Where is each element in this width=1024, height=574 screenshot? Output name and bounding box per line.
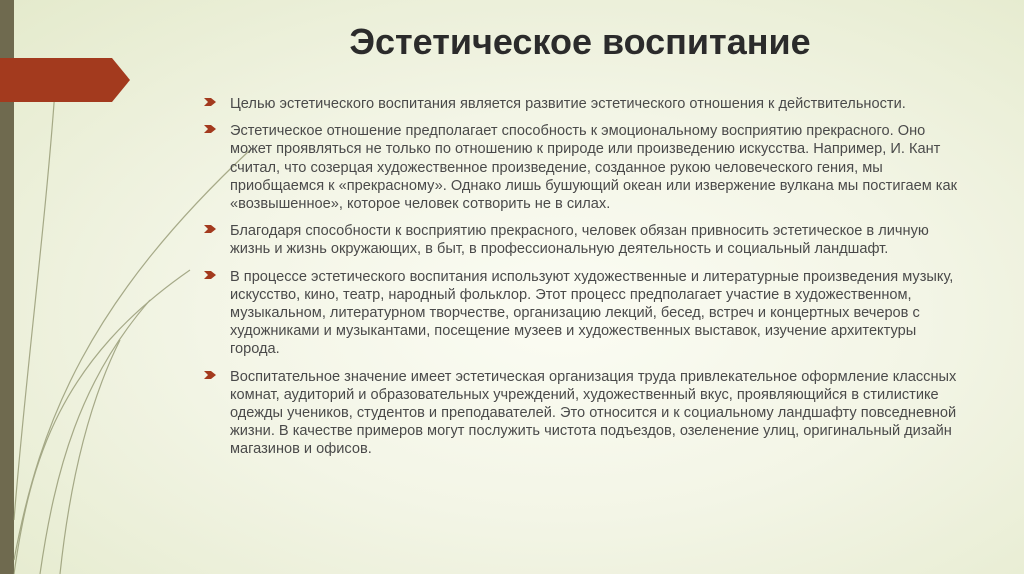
bullet-text: Эстетическое отношение предполагает способность к эмоциональному восприятию прекрасного. Оно может проявляться не только по отношению к природе или произведению искусства. Например, И. Кант считал, что созерцая художественное произведение, созданное рукою человеческого гения, мы приобщаемся к «прекрасному». Однако лишь бушующий океан или извержение вулкана мы постигаем как «возвышенное», которое человек сотворить не в силах. <box>230 123 958 213</box>
arrow-bullet-icon <box>204 96 216 108</box>
arrow-bullet-icon <box>204 369 216 381</box>
bullet-list <box>200 95 960 468</box>
slide-title: Эстетическое воспитание <box>349 21 811 62</box>
bullet-item <box>200 222 960 258</box>
bullet-item <box>200 368 960 459</box>
bullet-item <box>200 268 960 359</box>
bullet-item <box>200 95 960 113</box>
arrow-bullet-icon <box>204 123 216 135</box>
bullet-text: Воспитательное значение имеет эстетическая организация труда привлекательное оформление классных комнат, аудиторий и образовательных учреждений, художественный вкус, проявляющийся в стилистике одежды учеников, студентов и преподавателей. Это относится и к социальному ландшафту повседневной жизни. В качестве примеров могут послужить чистота подъездов, озеленение улиц, оригинальный дизайн магазинов и офисов. <box>230 368 957 458</box>
arrow-bullet-icon <box>204 269 216 281</box>
bullet-text: Целью эстетического воспитания является развитие эстетического отношения к действительности. <box>230 96 906 112</box>
bullet-text: В процессе эстетического воспитания используют художественные и литературные произведения музыку, искусство, кино, театр, народный фольклор. Этот процесс предполагает участие в художественном, музыкальном, литературном творчестве, организацию лекций, бесед, встреч и концертных вечеров с художниками и музыкантами, посещение музеев и художественных выставок, изучение архитектуры города. <box>230 268 954 358</box>
title-accent-tab <box>0 58 130 102</box>
arrow-bullet-icon <box>204 223 216 235</box>
bullet-text: Благодаря способности к восприятию прекрасного, человек обязан привносить эстетическое в личную жизнь и жизнь окружающих, в быт, в профессиональную деятельность и социальный ландшафт. <box>230 223 929 258</box>
bullet-item <box>200 122 960 213</box>
